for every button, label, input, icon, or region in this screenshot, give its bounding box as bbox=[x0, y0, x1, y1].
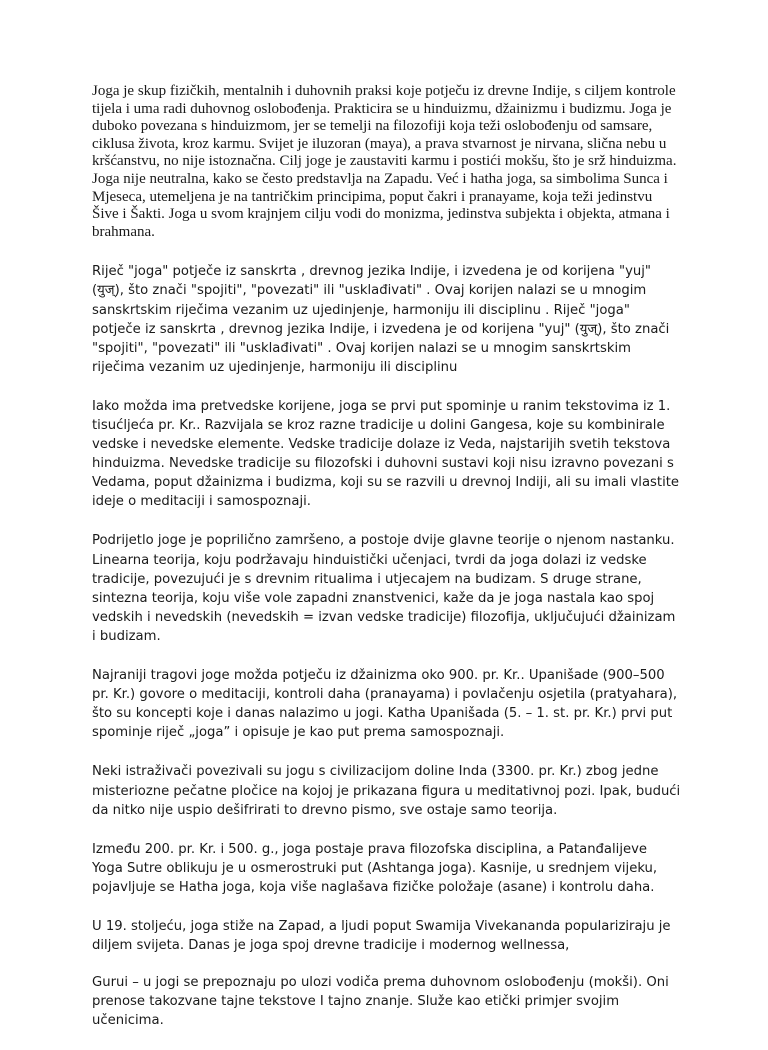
paragraph-modern-era: U 19. stoljeću, joga stiže na Zapad, a ljudi poput Swamija Vivekananda populariziraju je diljem svijeta. Danas je joga spoj drevne tradicije i modernog wellnessa, bbox=[92, 918, 671, 954]
paragraph-classical-period: Između 200. pr. Kr. i 500. g., joga postaje prava filozofska disciplina, a Patanđalijeve Yoga Sutre oblikuju je u osmerostruki put (Ashtanga joga). Kasnije, u srednjem vijeku, pojavljuje se Hatha joga, koja više naglašava fizičke položaje (asane) i kontrolu daha. bbox=[92, 841, 658, 895]
paragraph-earliest-traces: Najraniji tragovi joge možda potječu iz džainizma oko 900. pr. Kr.. Upanišade (900–500 pr. Kr.) govore o meditaciji, kontroli daha (pranayama) i povlačenju osjetila (pratyahara), što su koncepti koje i danas nalazimo u jogi. Katha Upanišada (5. – 1. st. pr. Kr.) prvi put spominje riječ „joga” i opisuje je kao put prema samospoznaji. bbox=[92, 668, 678, 741]
paragraph-etymology: Riječ "joga" potječe iz sanskrta , drevnog jezika Indije, i izvedena je od korijena "yuj" (युज्), što znači "spojiti", "povezati" ili "usklađivati" . Ovaj korijen nalazi se u mnogim sanskrtskim riječima vezanim uz ujedinjenje, harmoniju ili disciplinu . Riječ "joga" potječe iz sanskrta , drevnog jezika Indije, i izvedena je od korijena "yuj" (युज्), što znači "spojiti", "povezati" ili "usklađivati" . Ovaj korijen nalazi se u mnogim sanskrtskim riječima vezanim uz ujedinjenje, harmoniju ili disciplinu bbox=[92, 264, 670, 375]
paragraph-origins: Iako možda ima pretvedske korijene, joga se prvi put spominje u ranim tekstovima iz 1. tisućljeća pr. Kr.. Razvijala se kroz razne tradicije u dolini Gangesa, koje su kombinirale vedske i nevedske elemente. Vedske tradicije dolaze iz Veda, najstarijih svetih tekstova hinduizma. Nevedske tradicije su filozofski i duhovni sustavi koji nisu izravno povezani s Vedama, poput džainizma i budizma, koji su se razvili u drevnoj Indiji, ali su imali vlastite ideje o meditaciji i samospoznaji. bbox=[92, 398, 680, 510]
paragraph-indus-valley: Neki istraživači povezivali su jogu s civilizacijom doline Inda (3300. pr. Kr.) zbog jedne misteriozne pečatne pločice na kojoj je prikazana figura u meditativnoj pozi. Ipak, budući da nitko nije uspio dešifrirati to drevno pismo, sve ostaje samo teorija. bbox=[92, 764, 681, 818]
document-page bbox=[92, 83, 682, 1050]
paragraph-intro: Joga je skup fizičkih, mentalnih i duhovnih praksi koje potječu iz drevne Indije, s ciljem kontrole tijela i uma radi duhovnog oslobođenja. Prakticira se u hinduizmu, džainizmu i budizmu. Joga je duboko povezana s hinduizmom, jer se temelji na filozofiji koja teži oslobođenju od samsare, ciklusa života, kroz karmu. Svijet je iluzoran (maya), a prava stvarnost je nirvana, slična nebu u kršćanstvu, no nije istoznačna. Cilj joge je zaustaviti karmu i postići mokšu, što je srž hinduizma. Joga nije neutralna, kako se često predstavlja na Zapadu. Već i hatha joga, sa simbolima Sunca i Mjeseca, utemeljena je na tantričkim principima, poput čakri i pranayame, koja teži jedinstvu Šive i Šakti. Joga u svom krajnjem cilju vodi do monizma, jedinstva subjekta i objekta, atmana i brahmana. bbox=[92, 83, 677, 240]
paragraph-theories: Podrijetlo joge je poprilično zamršeno, a postoje dvije glavne teorije o njenom nastanku. Linearna teorija, koju podržavaju hinduistički učenjaci, tvrdi da joga dolazi iz vedske tradicije, povezujući je s drevnim ritualima i utjecajem na budizam. S druge strane, sintezna teorija, koju više vole zapadni znanstvenici, kaže da je joga nastala kao spoj vedskih i nevedskih (nevedskih = izvan vedske tradicije) filozofija, uključujući džainizam i budizam. bbox=[92, 533, 676, 644]
paragraph-gurus: Gurui – u jogi se prepoznaju po ulozi vodiča prema duhovnom oslobođenju (mokši). Oni prenose takozvane tajne tekstove I tajno znanje. Služe kao etički primjer svojim učenicima. bbox=[92, 975, 669, 1029]
